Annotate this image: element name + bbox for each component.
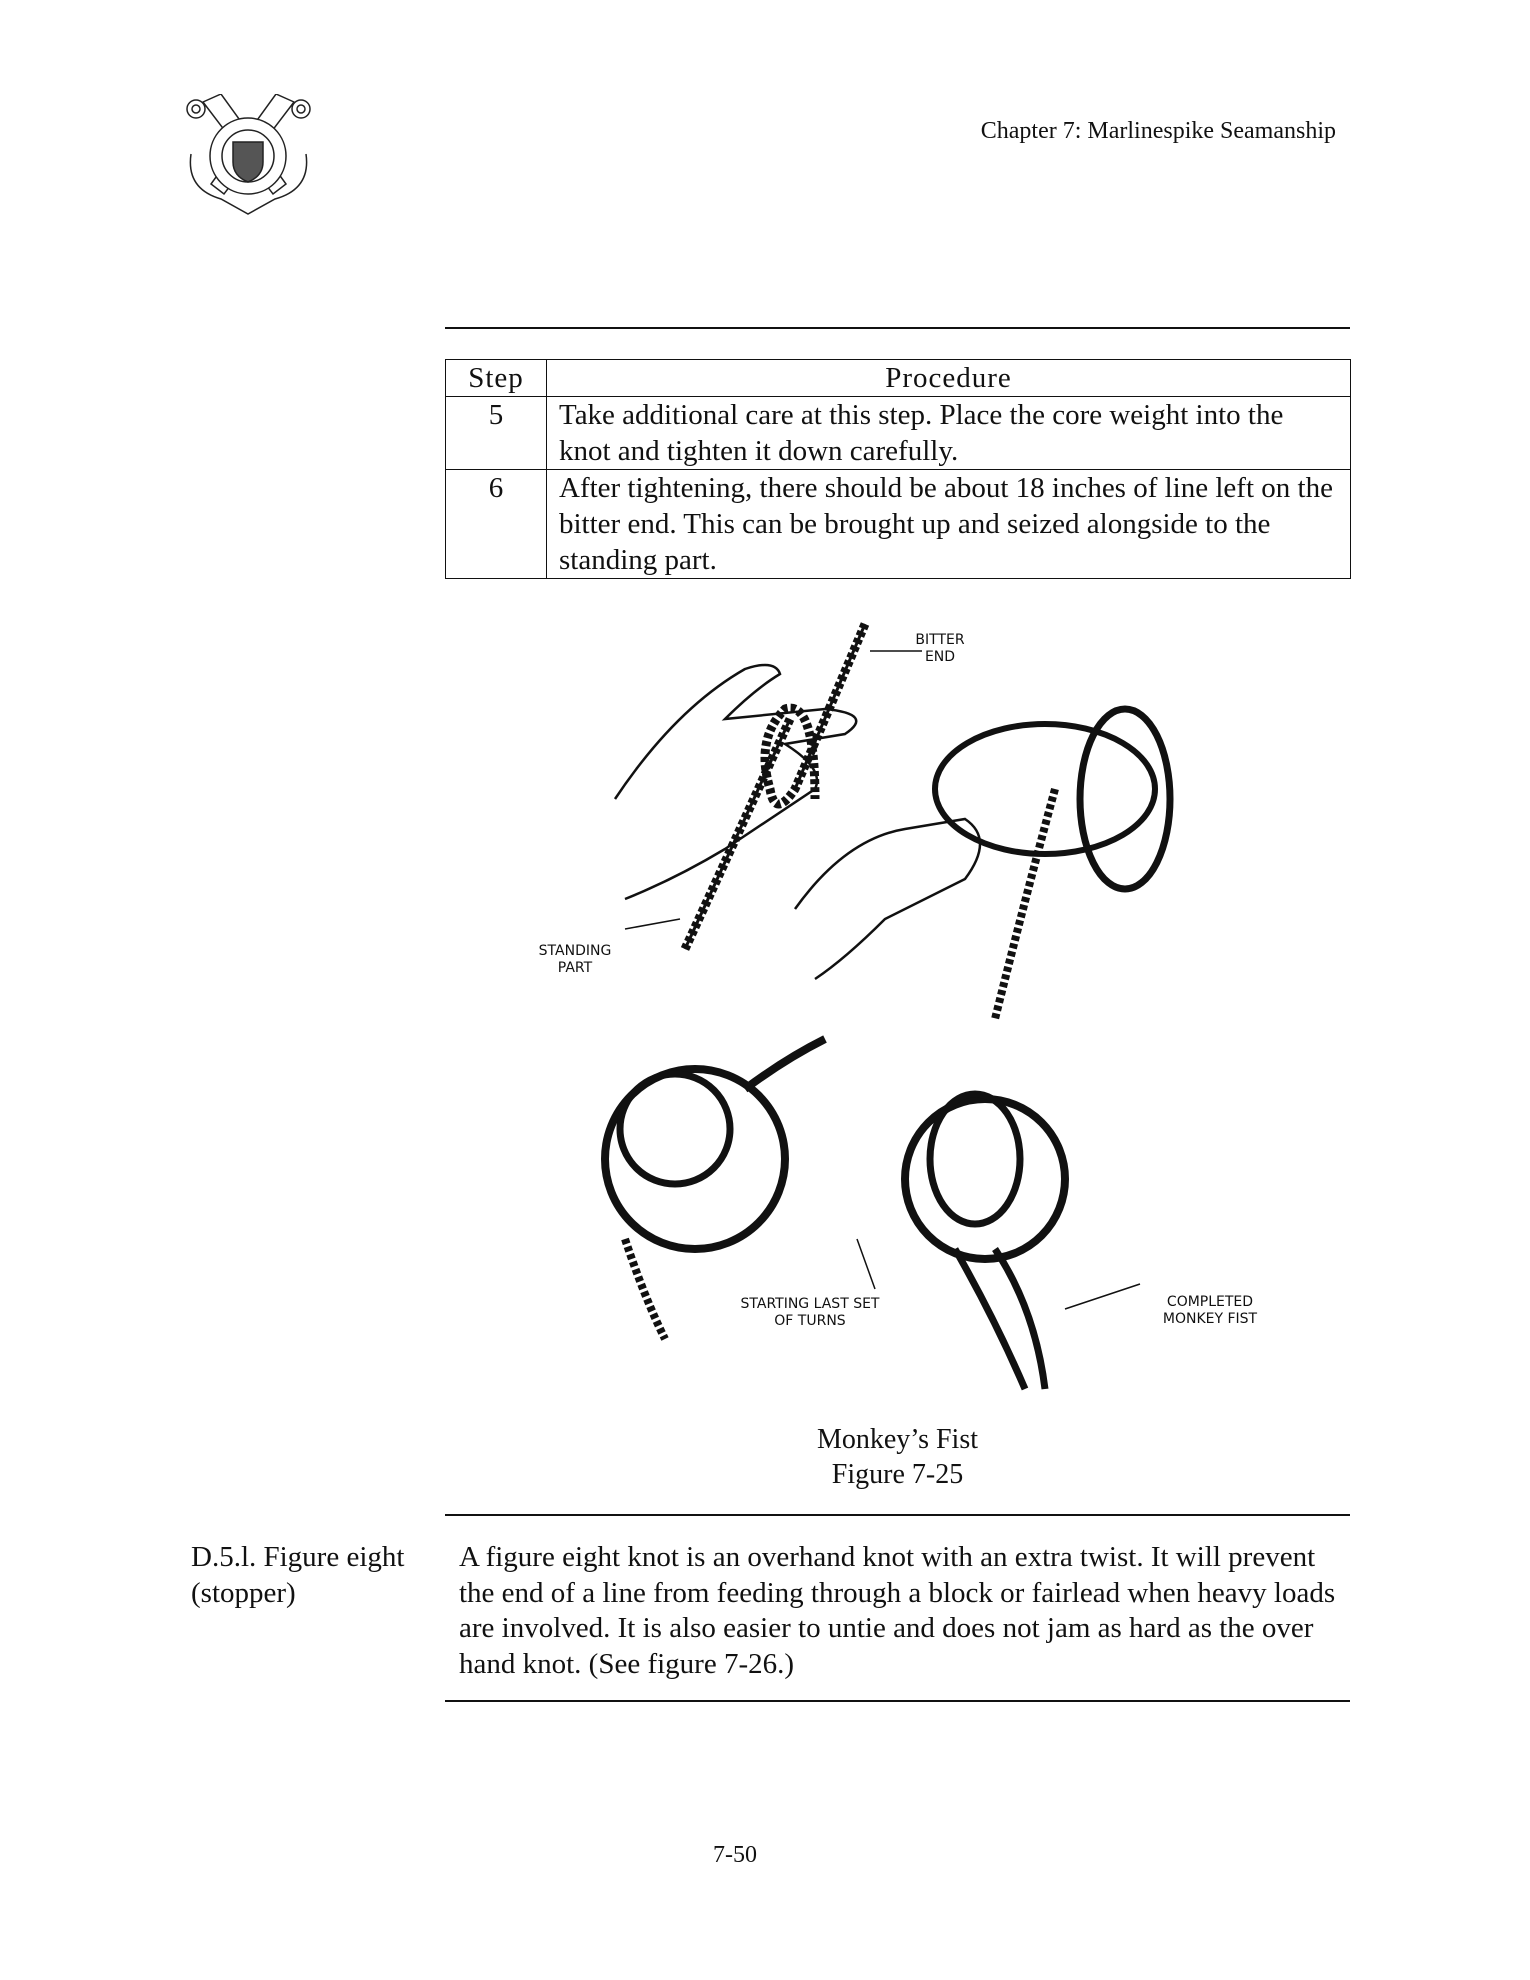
table-header-row [446, 360, 1351, 397]
step-number: 6 [446, 470, 547, 579]
header-procedure: Procedure [547, 360, 1351, 397]
table-row [446, 397, 1351, 470]
section-body: A figure eight knot is an overhand knot with an extra twist. It will prevent the end of a line from feeding through a block or fairlead when heavy loads are involved. It is also easier to untie and does not jam as hard as the over hand knot. (See figure 7-26.) [459, 1541, 1336, 1680]
section-label: D.5.l. Figure eight (stopper) [191, 1541, 405, 1609]
step-number: 5 [446, 397, 547, 470]
label-starting-last-turns: STARTING LAST SET OF TURNS [740, 1296, 880, 1329]
step-procedure: After tightening, there should be about 18 inches of line left on the bitter end. This can be brought up and seized alongside to the standing part. [547, 470, 1351, 579]
top-divider [445, 327, 1350, 329]
page-number: 7-50 [713, 1842, 757, 1868]
figure-caption-title: Monkey’s Fist [816, 1424, 979, 1455]
header-step: Step [446, 360, 547, 397]
label-completed-monkey-fist: COMPLETED MONKEY FIST [1162, 1294, 1258, 1327]
coast-guard-logo [181, 94, 316, 219]
label-bitter-end: BITTER END [915, 632, 965, 665]
table-row [446, 470, 1351, 579]
section-divider-bottom [445, 1700, 1350, 1702]
label-standing-part: STANDING PART [538, 943, 612, 976]
procedure-table [445, 359, 1351, 579]
chapter-title: Chapter 7: Marlinespike Seamanship [980, 118, 1336, 144]
step-procedure: Take additional care at this step. Place the core weight into the knot and tighten it down carefully. [547, 397, 1351, 470]
figure-caption-number: Figure 7-25 [831, 1459, 964, 1490]
section-divider-top [445, 1514, 1350, 1516]
monkey-fist-illustration [525, 619, 1285, 1409]
